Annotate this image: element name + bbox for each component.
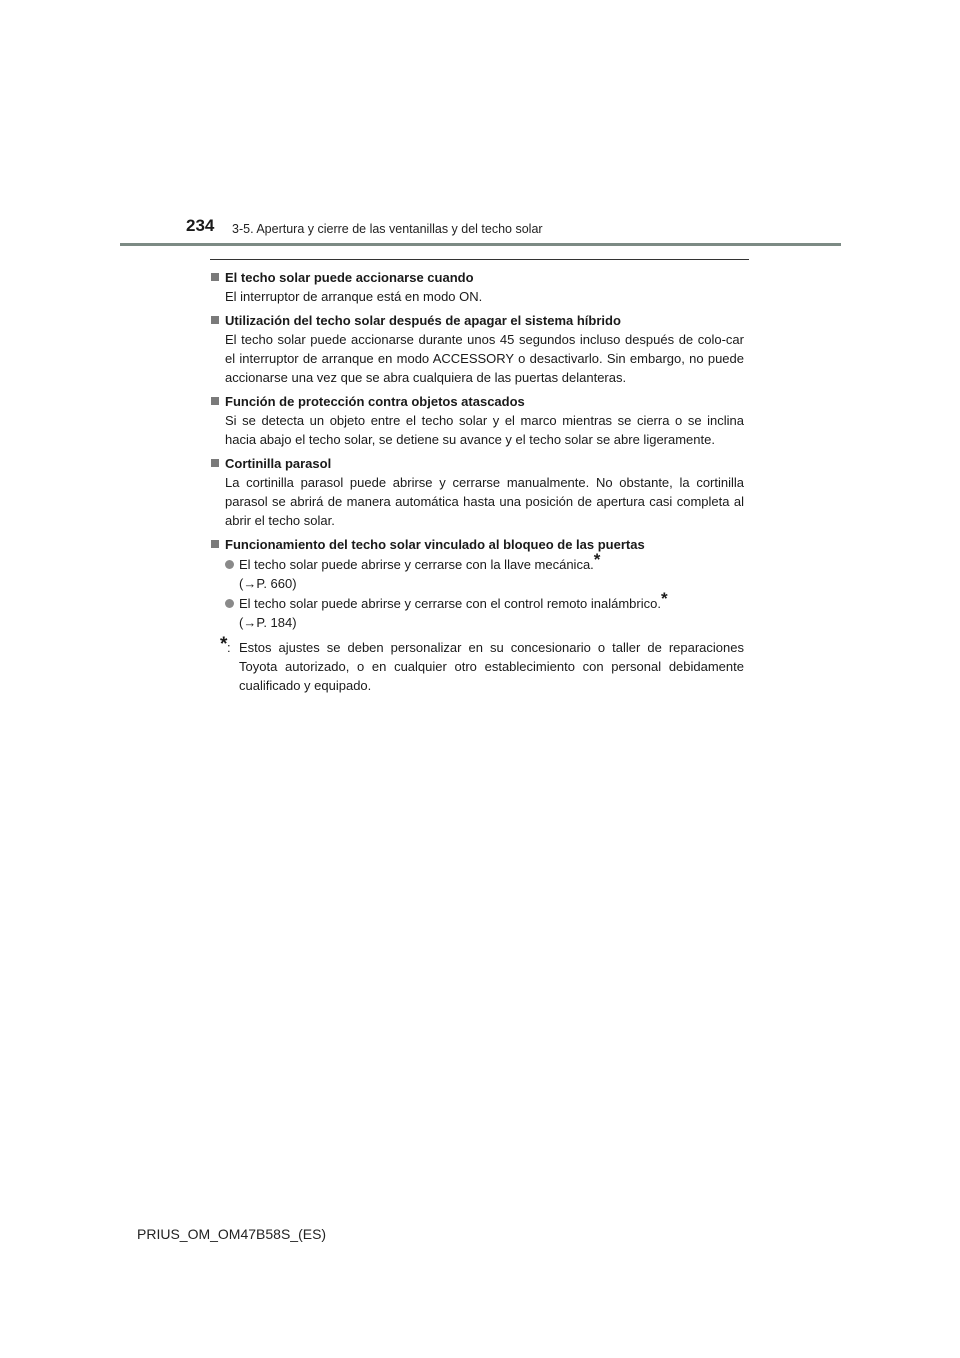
footnote-colon: : bbox=[227, 640, 231, 655]
section-text: La cortinilla parasol puede abrirse y cerrarse manualmente. No obstante, la cortinilla parasol se abrirá de manera automática hasta una posición de apertura casi completa al abrir el techo solar. bbox=[225, 475, 744, 528]
section-heading bbox=[210, 392, 744, 411]
square-bullet-icon bbox=[211, 540, 219, 548]
square-bullet-icon bbox=[211, 459, 219, 467]
header-rule bbox=[120, 243, 841, 246]
footer-document-code: PRIUS_OM_OM47B58S_(ES) bbox=[137, 1226, 327, 1242]
asterisk-mark: * bbox=[593, 550, 601, 569]
section-heading bbox=[210, 535, 744, 554]
heading-text: Utilización del techo solar después de apagar el sistema híbrido bbox=[225, 313, 621, 328]
section-heading bbox=[210, 454, 744, 473]
list-item-text: El techo solar puede abrirse y cerrarse con el control remoto inalámbrico. bbox=[239, 596, 661, 611]
heading-text: El techo solar puede accionarse cuando bbox=[225, 270, 474, 285]
section-heading bbox=[210, 311, 744, 330]
footnote-text: Estos ajustes se deben personalizar en su concesionario o taller de reparaciones Toyota autorizado, o en cualquier otro establecimiento con personal debidamente cualificado y equipado. bbox=[239, 640, 744, 693]
page-reference: (→P. 660) bbox=[239, 576, 297, 591]
list-item bbox=[210, 589, 744, 632]
section-text: Si se detecta un objeto entre el techo solar y el marco mientras se cierra o se inclina hacia abajo el techo solar, se detiene su avance y el techo solar se abre ligeramente. bbox=[225, 413, 744, 447]
square-bullet-icon bbox=[211, 397, 219, 405]
asterisk-mark: * bbox=[660, 589, 668, 608]
list-item-text: El techo solar puede abrirse y cerrarse con la llave mecánica. bbox=[239, 557, 594, 572]
header-title: 3-5. Apertura y cierre de las ventanillas y del techo solar bbox=[232, 222, 543, 236]
page-reference: (→P. 184) bbox=[239, 615, 297, 630]
heading-text: Funcionamiento del techo solar vinculado al bloqueo de las puertas bbox=[225, 537, 645, 552]
section-heading bbox=[210, 268, 744, 287]
section-rule bbox=[210, 259, 749, 260]
circle-bullet-icon bbox=[225, 599, 234, 608]
circle-bullet-icon bbox=[225, 560, 234, 569]
heading-text: Cortinilla parasol bbox=[225, 456, 332, 471]
section-text: El interruptor de arranque está en modo ON. bbox=[225, 289, 483, 304]
square-bullet-icon bbox=[211, 273, 219, 281]
section-text: El techo solar puede accionarse durante unos 45 segundos incluso después de colo-car el interruptor de arranque en modo ACCESSORY o desactivarlo. Sin embargo, no puede accionarse una vez que se abra cualquiera de las puertas delanteras. bbox=[225, 332, 744, 385]
heading-text: Función de protección contra objetos atascados bbox=[225, 394, 525, 409]
footnote-asterisk: * bbox=[220, 634, 228, 655]
list-item bbox=[210, 550, 744, 593]
footnote bbox=[210, 634, 744, 695]
page-number: 234 bbox=[186, 216, 215, 235]
square-bullet-icon bbox=[211, 316, 219, 324]
content bbox=[210, 268, 744, 695]
